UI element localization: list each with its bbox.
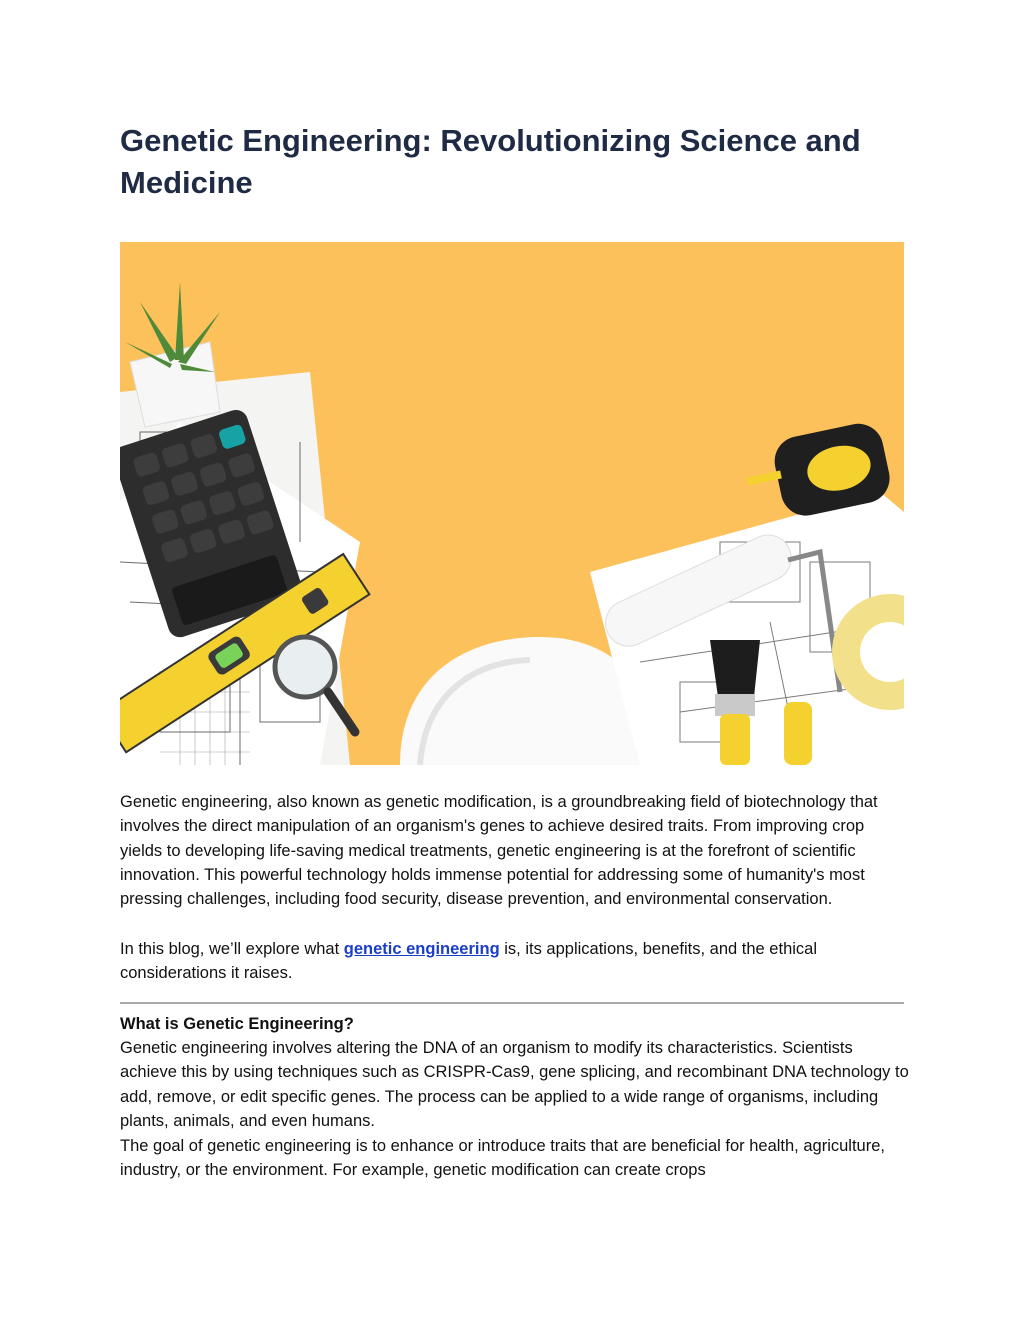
section-paragraph-1: Genetic engineering involves altering the DNA of an organism to modify its characteristics. Scientists achieve this by using techniques such as CRISPR-Cas9, gene splicing, and recombinant DNA technology to add, remove, or edit specific genes. The process can be applied to a wide range of organisms, including plants, animals, and even humans. bbox=[120, 1039, 909, 1130]
hero-image bbox=[120, 242, 904, 765]
blog-lead-after: is, its applications, benefits, and the ethical considerations it raises. bbox=[120, 940, 818, 983]
blog-lead-before: In this blog, we’ll explore what bbox=[120, 940, 344, 958]
blog-intro-paragraph bbox=[120, 937, 910, 986]
genetic-engineering-link[interactable]: genetic engineering bbox=[343, 940, 500, 958]
section-heading: What is Genetic Engineering? bbox=[120, 1015, 354, 1033]
intro-paragraph: Genetic engineering, also known as genetic modification, is a groundbreaking field of biotechnology that involves the direct manipulation of an organism's genes to achieve desired traits. From improving crop yields to developing life-saving medical treatments, genetic engineering is at the forefront of scientific innovation. This powerful technology holds immense potential for addressing some of humanity's most pressing challenges, including food security, disease prevention, and environmental conservation. bbox=[120, 793, 878, 909]
section-divider bbox=[120, 1002, 904, 1004]
section-paragraph-2: The goal of genetic engineering is to enhance or introduce traits that are beneficial for health, agriculture, industry, or the environment. For example, genetic modification can create crops bbox=[120, 1137, 885, 1180]
page-title: Genetic Engineering: Revolutionizing Science and Medicine bbox=[120, 123, 861, 200]
